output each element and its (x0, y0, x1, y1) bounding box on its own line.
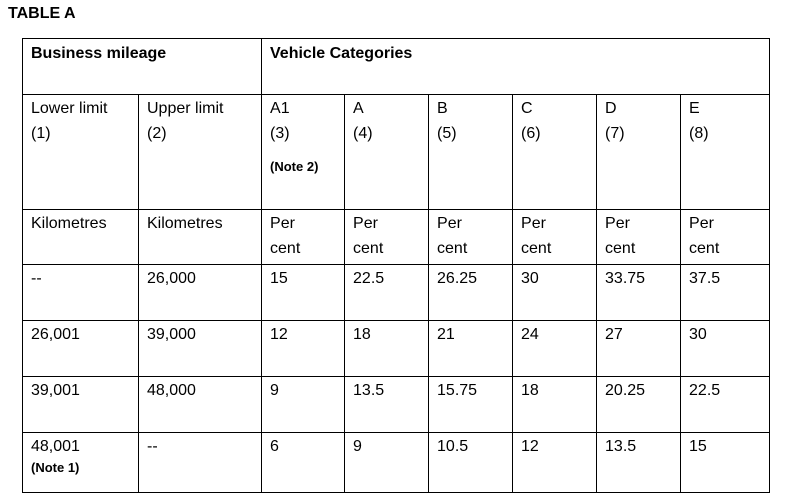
unit-percent: Per cent (681, 210, 770, 265)
unit-percent: Per cent (513, 210, 597, 265)
rate-cell: 10.5 (429, 433, 513, 493)
lower-limit-cell: 48,001 (Note 1) (23, 433, 139, 493)
lower-limit-note: (Note 1) (31, 460, 80, 475)
upper-limit-cell: 39,000 (139, 321, 262, 377)
lower-limit-cell: 26,001 (23, 321, 139, 377)
table-row (23, 377, 770, 433)
a1-note: (Note 2) (270, 159, 319, 174)
upper-limit-cell: -- (139, 433, 262, 493)
rate-cell: 30 (681, 321, 770, 377)
category-e-header: E (8) (681, 95, 770, 210)
mileage-rate-table (22, 38, 770, 493)
category-a-header: A (4) (345, 95, 429, 210)
table-row (23, 433, 770, 493)
rate-cell: 22.5 (345, 265, 429, 321)
rate-cell: 9 (345, 433, 429, 493)
vehicle-categories-header: Vehicle Categories (262, 39, 770, 95)
table-row (23, 265, 770, 321)
upper-limit-cell: 26,000 (139, 265, 262, 321)
table-title: TABLE A (8, 5, 76, 22)
rate-cell: 37.5 (681, 265, 770, 321)
unit-lower: Kilometres (23, 210, 139, 265)
category-d-header: D (7) (597, 95, 681, 210)
rate-cell: 33.75 (597, 265, 681, 321)
rate-cell: 15 (681, 433, 770, 493)
category-b-header: B (5) (429, 95, 513, 210)
rate-cell: 15.75 (429, 377, 513, 433)
upper-limit-header: Upper limit (2) (139, 95, 262, 210)
rate-cell: 9 (262, 377, 345, 433)
rate-cell: 21 (429, 321, 513, 377)
table-row (23, 321, 770, 377)
group-header-row (23, 39, 770, 95)
lower-limit-cell: 39,001 (23, 377, 139, 433)
unit-percent: Per cent (345, 210, 429, 265)
lower-limit-header: Lower limit (1) (23, 95, 139, 210)
rate-cell: 18 (513, 377, 597, 433)
unit-percent: Per cent (262, 210, 345, 265)
unit-percent: Per cent (429, 210, 513, 265)
rate-cell: 13.5 (597, 433, 681, 493)
column-header-row (23, 95, 770, 210)
rate-cell: 30 (513, 265, 597, 321)
rate-cell: 20.25 (597, 377, 681, 433)
business-mileage-header: Business mileage (23, 39, 262, 95)
rate-cell: 15 (262, 265, 345, 321)
rate-cell: 12 (513, 433, 597, 493)
rate-cell: 6 (262, 433, 345, 493)
category-a1-header: A1 (3) (Note 2) (262, 95, 345, 210)
unit-upper: Kilometres (139, 210, 262, 265)
lower-limit-cell: -- (23, 265, 139, 321)
units-row (23, 210, 770, 265)
unit-percent: Per cent (597, 210, 681, 265)
category-c-header: C (6) (513, 95, 597, 210)
rate-cell: 18 (345, 321, 429, 377)
rate-cell: 27 (597, 321, 681, 377)
rate-cell: 22.5 (681, 377, 770, 433)
rate-cell: 24 (513, 321, 597, 377)
rate-cell: 13.5 (345, 377, 429, 433)
rate-cell: 26.25 (429, 265, 513, 321)
rate-cell: 12 (262, 321, 345, 377)
upper-limit-cell: 48,000 (139, 377, 262, 433)
